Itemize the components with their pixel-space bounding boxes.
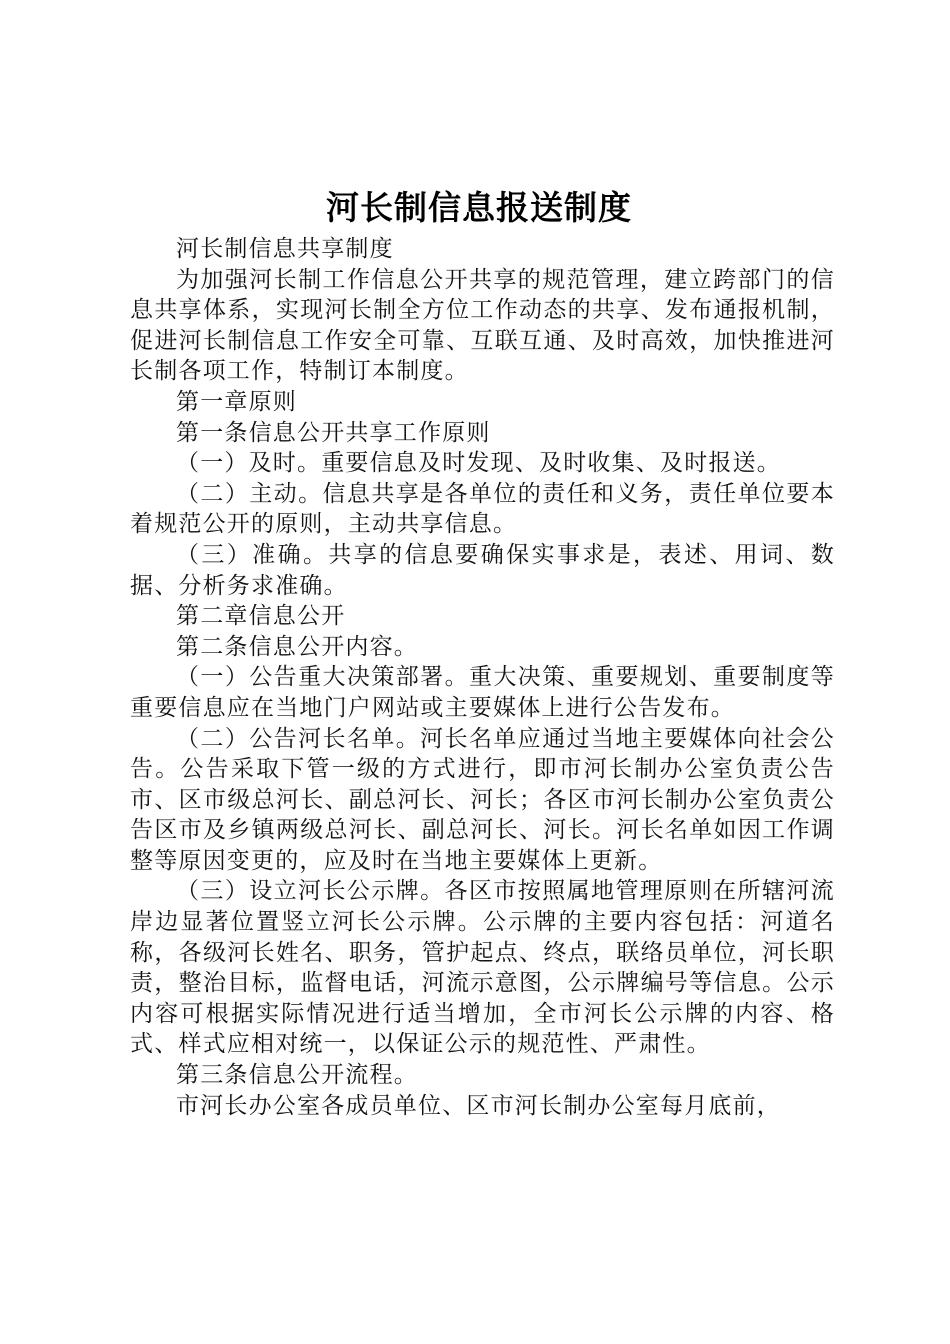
body-paragraph: 市河长办公室各成员单位、区市河长制办公室每月底前， xyxy=(176,1092,781,1119)
article-heading: 第三条信息公开流程。 xyxy=(176,1062,418,1089)
clause-paragraph: （一）公告重大决策部署。重大决策、重要规划、重要制度等重要信息应在当地门户网站或主要媒体上进行公告发布。 xyxy=(130,664,835,721)
clause-paragraph: （三）准确。共享的信息要确保实事求是，表述、用词、数据、分析务求准确。 xyxy=(130,541,835,599)
clause-paragraph: （一）及时。重要信息及时发现、及时收集、及时报送。 xyxy=(176,450,781,477)
article-heading: 第一条信息公开共享工作原则 xyxy=(176,419,491,446)
document-body xyxy=(130,234,835,1121)
article-heading: 第二条信息公开内容。 xyxy=(176,633,418,660)
document-title: 河长制信息报送制度 xyxy=(326,188,632,227)
chapter-heading: 第二章信息公开 xyxy=(176,603,346,630)
subtitle-paragraph: 河长制信息共享制度 xyxy=(176,236,394,262)
clause-paragraph: （二）公告河长名单。河长名单应通过当地主要媒体向社会公告。公告采取下管一级的方式进行，即市河长制办公室负责公告市、区市级总河长、副总河长、河长；各区市河长制办公室负责公告区市及乡镇两级总河长、副总河长、河长。河长名单如因工作调整等原因变更的，应及时在当地主要媒体上更新。 xyxy=(130,725,835,874)
intro-paragraph: 为加强河长制工作信息公开共享的规范管理，建立跨部门的信息共享体系，实现河长制全方位工作动态的共享、发布通报机制，促进河长制信息工作安全可靠、互联互通、及时高效，加快推进河长制各项工作，特制订本制度。 xyxy=(130,266,835,385)
clause-paragraph: （三）设立河长公示牌。各区市按照属地管理原则在所辖河流岸边显著位置竖立河长公示牌。公示牌的主要内容包括：河道名称，各级河长姓名、职务，管护起点、终点，联络员单位，河长职责，整治目标，监督电话，河流示意图，公示牌编号等信息。公示内容可根据实际情况进行适当增加，全市河长公示牌的内容、格式、样式应相对统一，以保证公示的规范性、严肃性。 xyxy=(130,878,835,1058)
chapter-heading: 第一章原则 xyxy=(176,388,297,415)
clause-paragraph: （二）主动。信息共享是各单位的责任和义务，责任单位要本着规范公开的原则，主动共享信息。 xyxy=(130,480,835,538)
